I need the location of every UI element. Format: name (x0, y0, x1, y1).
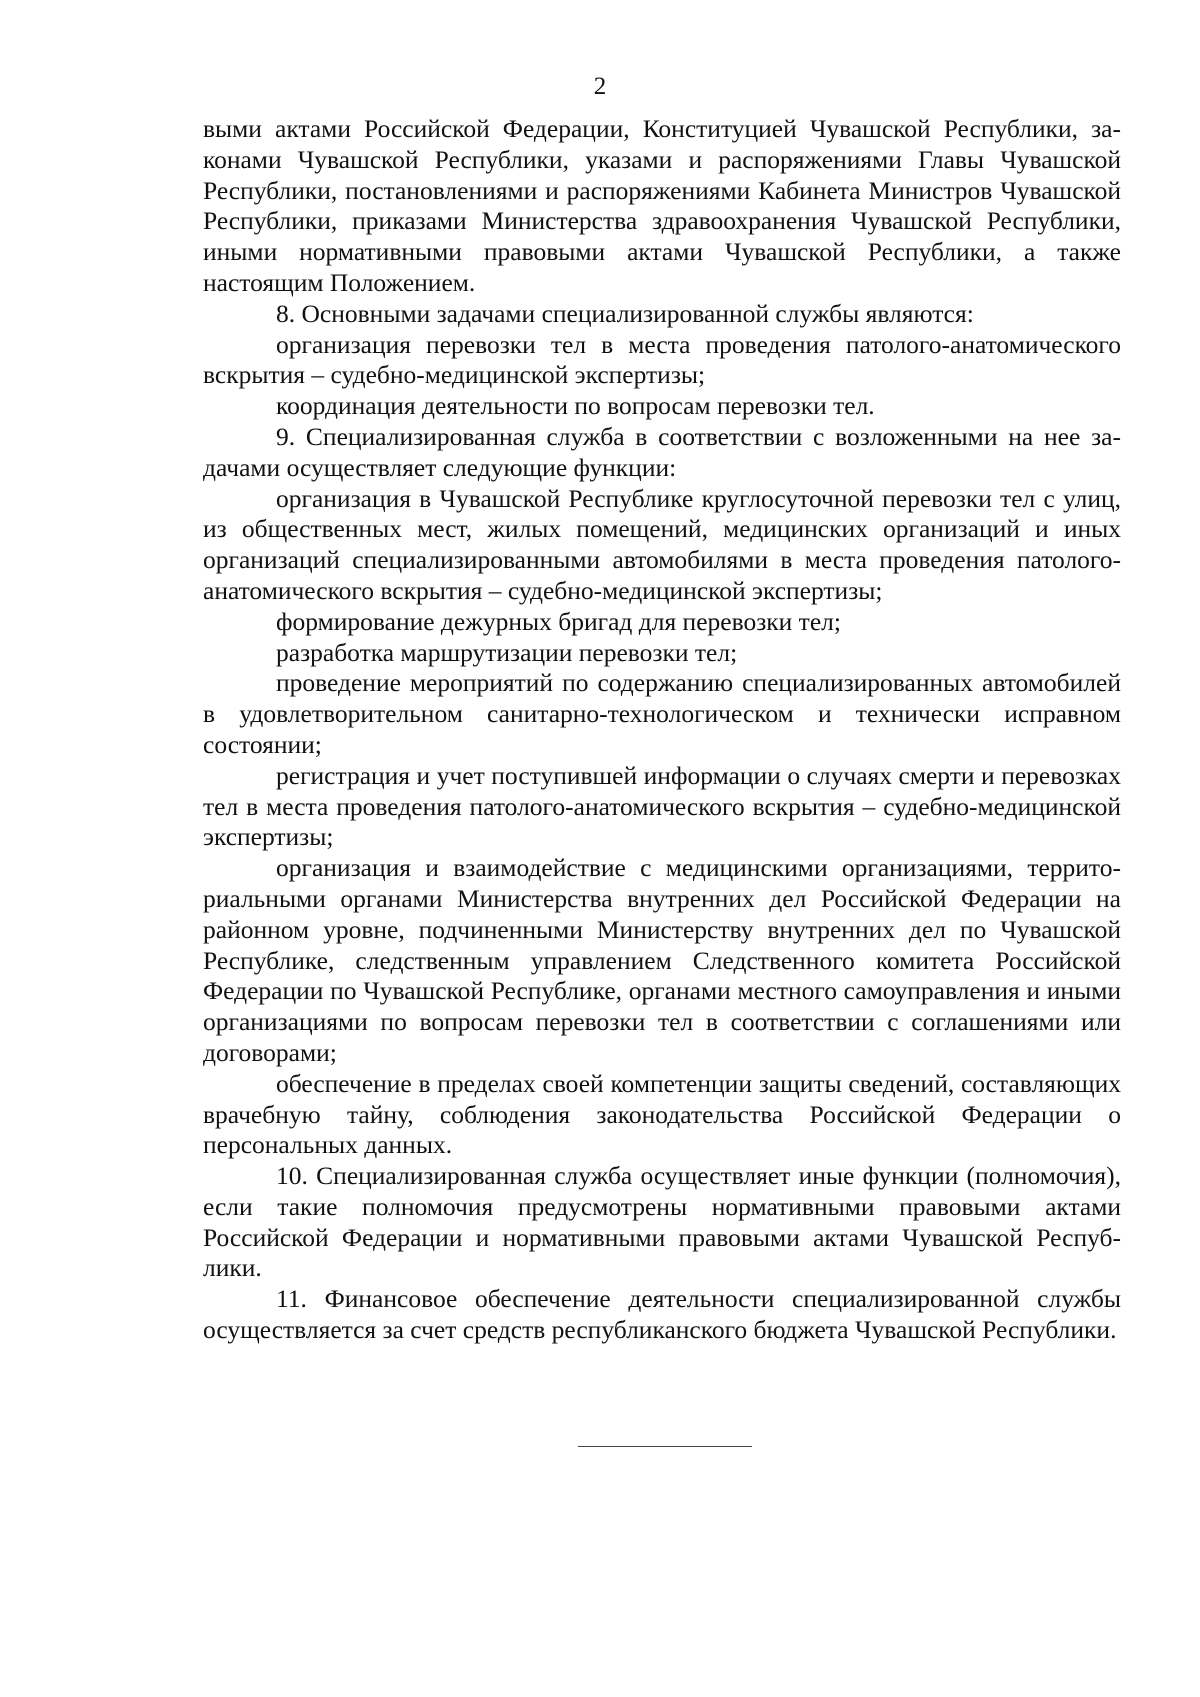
page-number: 2 (593, 73, 607, 100)
paragraph-task-transport: организация перевозки тел в места проведения патолого-анатомического вскрытия – судебно-медицинской экспертизы; (203, 329, 1121, 390)
paragraph-function-confidentiality: обеспечение в пределах своей компетенции защиты сведений, составляющих врачебную тайну, соблюдения законодательства Российской Федерации о персональных данных. (203, 1068, 1121, 1160)
paragraph-item-9: 9. Специализированная служба в соответствии с возложенными на нее задачами осуществляет следующие функции: (203, 421, 1121, 482)
paragraph-function-interaction: организация и взаимодействие с медицинскими организациями, территориальными органами Министерства внутренних дел Российской Федерации на районном уровне, подчиненными Министерству внутренних дел по Чувашской Республике, следственным управлением Следственного комитета Российской Федерации по Чувашской Республике, органами местного самоуправления и иными организациями по вопросам перевозки тел в соответствии с соглашениями или договорами; (203, 853, 1121, 1067)
document-body (203, 114, 1121, 1346)
paragraph-function-vehicles: проведение мероприятий по содержанию специализированных автомобилей в удовлетворительном санитарно-технологическом и технически исправном состоянии; (203, 668, 1121, 759)
paragraph-item-10: 10. Специализированная служба осуществляет иные функции (полномочия), если такие полномочия предусмотрены нормативными правовыми актами Российской Федерации и нормативными правовыми актами Чувашской Республики. (203, 1161, 1121, 1283)
paragraph-item-8: 8. Основными задачами специализированной службы являются: (276, 298, 974, 328)
paragraph-function-brigades: формирование дежурных бригад для перевозки тел; (276, 606, 841, 636)
paragraph-item-11: 11. Финансовое обеспечение деятельности специализированной службы осуществляется за счет средств республиканского бюджета Чувашской Республики. (203, 1284, 1121, 1345)
end-of-document-rule (578, 1446, 752, 1447)
paragraph-function-registration: регистрация и учет поступившей информации о случаях смерти и перевозках тел в места проведения патолого-анатомического вскрытия – судебно-медицинской экспертизы; (203, 760, 1121, 852)
paragraph-function-transport: организация в Чувашской Республике круглосуточной перевозки тел с улиц, из общественных мест, жилых помещений, медицинских организаций и иных организаций специализированными автомобилями в места проведения патолого-анатомического вскрытия – судебно-медицинской экспертизы; (203, 483, 1121, 605)
paragraph-task-coordination: координация деятельности по вопросам перевозки тел. (276, 391, 875, 421)
paragraph-function-routing: разработка маршрутизации перевозки тел; (276, 637, 738, 667)
paragraph-continuation: выми актами Российской Федерации, Конституцией Чувашской Республики, законами Чувашской Республики, указами и распоряжениями Главы Чувашской Республики, постановлениями и распоряжениями Кабинета Министров Чувашской Республики, приказами Министерства здравоохранения Чувашской Республики, иными нормативными правовыми актами Чувашской Республики, а также настоящим Положением. (203, 114, 1121, 297)
